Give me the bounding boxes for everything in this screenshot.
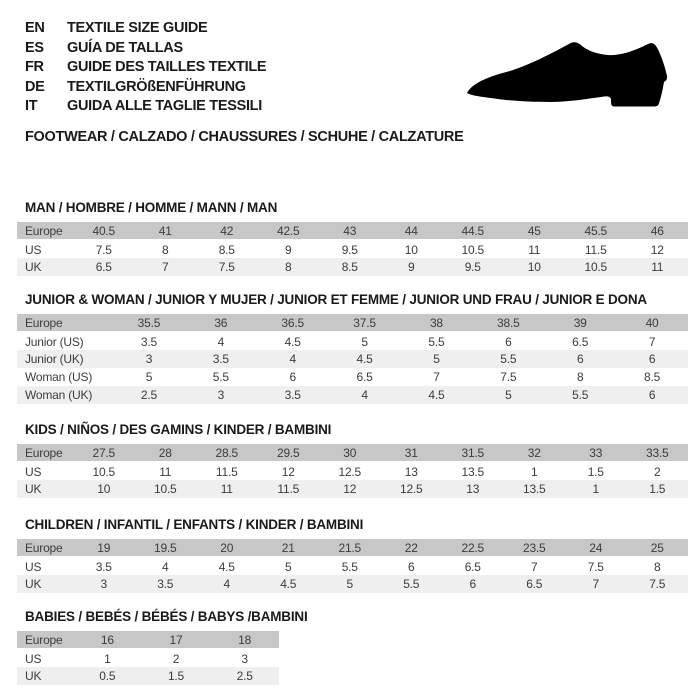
size-cell: 11.5: [258, 480, 320, 498]
size-cell: 28.5: [196, 444, 258, 462]
size-table-title: MAN / HOMBRE / HOMME / MANN / MAN: [25, 200, 278, 215]
table-header-row: [17, 631, 279, 649]
row-label: US: [17, 462, 73, 480]
table-row: [17, 332, 688, 350]
size-cell: 6: [442, 575, 504, 593]
size-cell: 7.5: [472, 368, 544, 386]
language-code: EN: [25, 20, 45, 36]
size-table: [17, 539, 688, 593]
size-cell: 21: [258, 539, 320, 557]
size-cell: 33: [565, 444, 627, 462]
size-cell: 6: [472, 332, 544, 350]
language-row: [25, 79, 266, 99]
row-label: US: [17, 240, 73, 258]
size-cell: 1.5: [142, 667, 211, 685]
size-cell: 5.5: [544, 386, 616, 404]
size-cell: 7.5: [73, 240, 135, 258]
size-cell: 12.5: [319, 462, 381, 480]
size-cell: 1.5: [565, 462, 627, 480]
size-cell: 5.5: [401, 332, 473, 350]
size-cell: 38.5: [472, 314, 544, 332]
size-cell: 36: [185, 314, 257, 332]
table-header-row: [17, 314, 688, 332]
size-cell: 39: [544, 314, 616, 332]
row-label: Woman (UK): [17, 386, 113, 404]
size-table-title: KIDS / NIÑOS / DES GAMINS / KINDER / BAMBINI: [25, 422, 332, 437]
size-cell: 42.5: [258, 222, 320, 240]
size-cell: 10.5: [442, 240, 504, 258]
size-cell: 31: [381, 444, 443, 462]
size-cell: 31.5: [442, 444, 504, 462]
size-table-title: JUNIOR & WOMAN / JUNIOR Y MUJER / JUNIOR ET FEMME / JUNIOR UND FRAU / JUNIOR E DONA: [25, 292, 647, 307]
size-cell: 12.5: [381, 480, 443, 498]
size-cell: 2.5: [113, 386, 185, 404]
language-code: FR: [25, 59, 44, 75]
table-row: [17, 386, 688, 404]
language-row: [25, 59, 266, 79]
size-cell: 10: [73, 480, 135, 498]
table-row: [17, 480, 688, 498]
language-row: [25, 20, 266, 40]
size-cell: 5.5: [472, 350, 544, 368]
size-cell: 11.5: [565, 240, 627, 258]
size-cell: 17: [142, 631, 211, 649]
size-cell: 10: [504, 258, 566, 276]
size-cell: 13: [381, 462, 443, 480]
size-cell: 9.5: [319, 240, 381, 258]
table-header-row: [17, 444, 688, 462]
size-cell: 4.5: [257, 332, 329, 350]
size-cell: 42: [196, 222, 258, 240]
size-cell: 27.5: [73, 444, 135, 462]
size-cell: 44: [381, 222, 443, 240]
size-cell: 32: [504, 444, 566, 462]
size-cell: 11: [504, 240, 566, 258]
size-cell: 37.5: [329, 314, 401, 332]
language-label: TEXTILGRÖßENFÜHRUNG: [67, 78, 246, 95]
size-cell: 6: [381, 557, 443, 575]
table-row: [17, 462, 688, 480]
size-table-section: [17, 201, 700, 276]
size-cell: 5.5: [319, 557, 381, 575]
size-cell: 5: [329, 332, 401, 350]
size-cell: 10.5: [135, 480, 197, 498]
size-cell: 3: [113, 350, 185, 368]
size-cell: 8: [135, 240, 197, 258]
row-label: Woman (US): [17, 368, 113, 386]
row-label: UK: [17, 575, 73, 593]
size-cell: 20: [196, 539, 258, 557]
size-cell: 12: [258, 462, 320, 480]
size-cell: 4: [135, 557, 197, 575]
language-code: IT: [25, 98, 38, 114]
size-cell: 1: [73, 649, 142, 667]
size-cell: 7.5: [565, 557, 627, 575]
size-cell: 3.5: [185, 350, 257, 368]
size-cell: 19: [73, 539, 135, 557]
size-cell: 3.5: [135, 575, 197, 593]
size-cell: 4.5: [258, 575, 320, 593]
size-cell: 5: [401, 350, 473, 368]
size-cell: 7.5: [627, 575, 689, 593]
row-label: UK: [17, 480, 73, 498]
size-cell: 0.5: [73, 667, 142, 685]
size-cell: 6.5: [442, 557, 504, 575]
size-cell: 8.5: [319, 258, 381, 276]
size-cell: 24: [565, 539, 627, 557]
language-code: ES: [25, 39, 44, 56]
size-table-section: [17, 293, 700, 404]
row-label: Europe: [17, 314, 113, 332]
language-label: GUÍA DE TALLAS: [67, 39, 183, 56]
table-row: [17, 240, 688, 258]
size-cell: 41: [135, 222, 197, 240]
size-cell: 38: [401, 314, 473, 332]
size-cell: 9: [381, 258, 443, 276]
size-cell: 6: [616, 386, 688, 404]
size-cell: 2: [142, 649, 211, 667]
row-label: Junior (UK): [17, 350, 113, 368]
size-cell: 6.5: [504, 575, 566, 593]
size-cell: 7: [401, 368, 473, 386]
size-cell: 3.5: [113, 332, 185, 350]
row-label: UK: [17, 667, 73, 685]
size-cell: 45: [504, 222, 566, 240]
size-cell: 8.5: [616, 368, 688, 386]
language-label: TEXTILE SIZE GUIDE: [67, 20, 208, 36]
row-label: US: [17, 557, 73, 575]
table-row: [17, 557, 688, 575]
size-cell: 12: [319, 480, 381, 498]
size-cell: 18: [210, 631, 279, 649]
size-cell: 1: [504, 462, 566, 480]
size-cell: 6.5: [544, 332, 616, 350]
size-cell: 8: [258, 258, 320, 276]
size-cell: 4.5: [401, 386, 473, 404]
size-cell: 4: [329, 386, 401, 404]
size-cell: 7: [504, 557, 566, 575]
size-cell: 1.5: [627, 480, 689, 498]
size-cell: 45.5: [565, 222, 627, 240]
row-label: US: [17, 649, 73, 667]
size-cell: 6: [257, 368, 329, 386]
size-cell: 46: [627, 222, 689, 240]
size-cell: 7: [616, 332, 688, 350]
language-row: [25, 98, 266, 118]
size-cell: 19.5: [135, 539, 197, 557]
size-table-section: [17, 610, 700, 685]
size-cell: 22.5: [442, 539, 504, 557]
size-cell: 1: [565, 480, 627, 498]
size-cell: 8: [544, 368, 616, 386]
size-cell: 11: [627, 258, 689, 276]
size-cell: 10: [381, 240, 443, 258]
size-table: [17, 631, 279, 685]
size-table-title: BABIES / BEBÉS / BÉBÉS / BABYS /BAMBINI: [25, 609, 308, 624]
size-cell: 7: [565, 575, 627, 593]
size-table: [17, 314, 688, 404]
table-header-row: [17, 539, 688, 557]
size-cell: 6.5: [329, 368, 401, 386]
size-cell: 43: [319, 222, 381, 240]
size-cell: 4: [257, 350, 329, 368]
size-cell: 3: [185, 386, 257, 404]
size-cell: 5.5: [381, 575, 443, 593]
size-cell: 21.5: [319, 539, 381, 557]
table-row: [17, 667, 279, 685]
size-table-title: CHILDREN / INFANTIL / ENFANTS / KINDER / BAMBINI: [25, 517, 364, 532]
size-cell: 3: [73, 575, 135, 593]
size-cell: 3.5: [73, 557, 135, 575]
table-row: [17, 350, 688, 368]
size-cell: 4.5: [196, 557, 258, 575]
size-cell: 36.5: [257, 314, 329, 332]
size-cell: 22: [381, 539, 443, 557]
size-cell: 28: [135, 444, 197, 462]
size-cell: 10.5: [565, 258, 627, 276]
size-cell: 12: [627, 240, 689, 258]
size-cell: 10.5: [73, 462, 135, 480]
size-cell: 6: [544, 350, 616, 368]
size-table-section: [17, 423, 700, 498]
table-header-row: [17, 222, 688, 240]
shoe-icon: [462, 38, 668, 110]
size-cell: 4: [196, 575, 258, 593]
size-cell: 7: [135, 258, 197, 276]
category-line: FOOTWEAR / CALZADO / CHAUSSURES / SCHUHE / CALZATURE: [25, 129, 464, 145]
size-cell: 44.5: [442, 222, 504, 240]
size-cell: 5: [319, 575, 381, 593]
size-cell: 11.5: [196, 462, 258, 480]
size-table-section: [17, 518, 700, 593]
language-list: [25, 20, 266, 118]
size-cell: 40: [616, 314, 688, 332]
row-label: UK: [17, 258, 73, 276]
row-label: Junior (US): [17, 332, 113, 350]
size-cell: 6: [616, 350, 688, 368]
language-row: [25, 40, 266, 60]
table-row: [17, 368, 688, 386]
size-cell: 3: [210, 649, 279, 667]
language-label: GUIDA ALLE TAGLIE TESSILI: [67, 98, 262, 114]
size-cell: 40.5: [73, 222, 135, 240]
size-cell: 33.5: [627, 444, 689, 462]
table-row: [17, 258, 688, 276]
size-table: [17, 444, 688, 498]
language-code: DE: [25, 78, 45, 95]
size-cell: 16: [73, 631, 142, 649]
size-cell: 2: [627, 462, 689, 480]
size-cell: 25: [627, 539, 689, 557]
size-cell: 8: [627, 557, 689, 575]
size-cell: 5: [258, 557, 320, 575]
size-cell: 13.5: [442, 462, 504, 480]
size-cell: 5: [113, 368, 185, 386]
size-cell: 30: [319, 444, 381, 462]
size-cell: 29.5: [258, 444, 320, 462]
size-cell: 5.5: [185, 368, 257, 386]
size-cell: 2.5: [210, 667, 279, 685]
size-cell: 5: [472, 386, 544, 404]
size-cell: 3.5: [257, 386, 329, 404]
size-cell: 9.5: [442, 258, 504, 276]
size-cell: 13: [442, 480, 504, 498]
row-label: Europe: [17, 631, 73, 649]
size-cell: 23.5: [504, 539, 566, 557]
size-cell: 7.5: [196, 258, 258, 276]
size-cell: 35.5: [113, 314, 185, 332]
table-row: [17, 649, 279, 667]
row-label: Europe: [17, 222, 73, 240]
size-cell: 8.5: [196, 240, 258, 258]
size-cell: 4: [185, 332, 257, 350]
size-cell: 11: [135, 462, 197, 480]
row-label: Europe: [17, 539, 73, 557]
size-cell: 4.5: [329, 350, 401, 368]
size-cell: 9: [258, 240, 320, 258]
language-label: GUIDE DES TAILLES TEXTILE: [67, 59, 267, 75]
table-row: [17, 575, 688, 593]
size-cell: 13.5: [504, 480, 566, 498]
size-cell: 6.5: [73, 258, 135, 276]
size-cell: 11: [196, 480, 258, 498]
row-label: Europe: [17, 444, 73, 462]
size-table: [17, 222, 688, 276]
